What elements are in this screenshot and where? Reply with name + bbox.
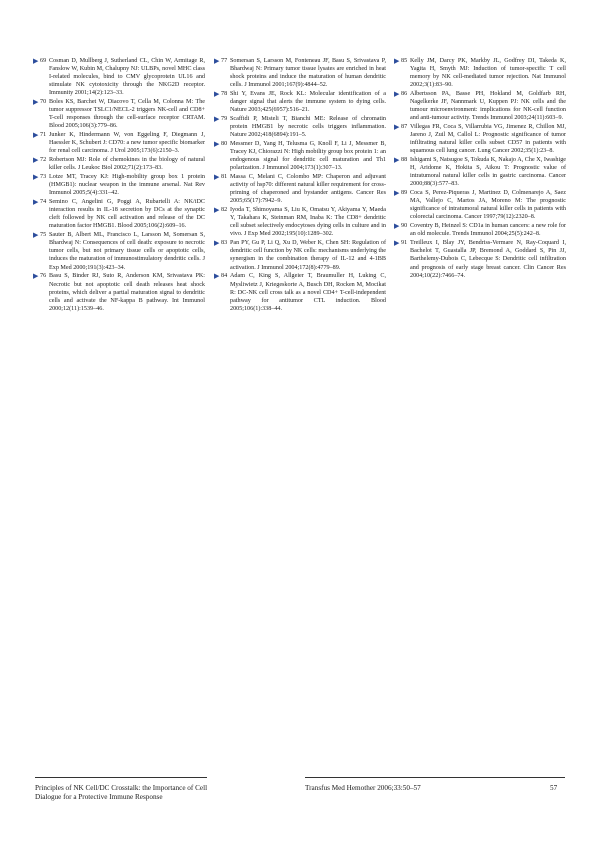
reference-number: 89 bbox=[401, 190, 408, 197]
reference-number: 78 bbox=[221, 91, 228, 98]
reference-entry bbox=[396, 123, 566, 155]
reference-column-1 bbox=[35, 57, 205, 314]
reference-number: 74 bbox=[40, 199, 47, 206]
triangle-right-icon[interactable]: ▶ bbox=[214, 114, 220, 123]
triangle-right-icon[interactable]: ▶ bbox=[394, 89, 400, 98]
reference-entry bbox=[35, 57, 205, 97]
reference-number: 91 bbox=[401, 240, 408, 247]
reference-text: Messmer D, Yang H, Telusma G, Knoll F, Li J, Messmer B, Tracey KJ, Chiorazzi N: High mobility group box protein 1: an endogenous signal for dendritic cell maturation and Th1 polarization. J Immunol 2004;173(1):307–13. bbox=[230, 141, 386, 172]
reference-text: Albertsson PA, Basse PH, Hokland M, Goldfarb RH, Nagelkerke JF, Nannmark U, Kuppen PJ: NK cells and the tumour microenvironment: implications for NK-cell function and anti-tumour activity. Trends Immunol 2003;24(11):603–9. bbox=[410, 91, 566, 122]
triangle-right-icon[interactable]: ▶ bbox=[214, 89, 220, 98]
reference-number: 79 bbox=[221, 116, 228, 123]
triangle-right-icon[interactable]: ▶ bbox=[394, 56, 400, 65]
reference-entry bbox=[216, 272, 386, 312]
reference-entry bbox=[216, 239, 386, 271]
reference-text: Kelly JM, Darcy PK, Markby JL, Godfrey DI, Takeda K, Yagita H, Smyth MJ: Induction of tumor-specific T cell memory by NK cell-mediated tumor rejection. Nat Immunol 2002;3(1):83–90. bbox=[410, 58, 566, 89]
reference-number: 82 bbox=[221, 207, 228, 214]
reference-number: 76 bbox=[40, 273, 47, 280]
reference-text: Scaffidi P, Misteli T, Bianchi ME: Release of chromatin protein HMGB1 by necrotic cells triggers inflammation. Nature 2002;418(6894):191–5. bbox=[230, 116, 386, 139]
triangle-right-icon[interactable]: ▶ bbox=[394, 238, 400, 247]
reference-text: Lotze MT, Tracey KJ: High-mobility group box 1 protein (HMGB1): nuclear weapon in the immune arsenal. Nat Rev Immunol 2005;5(4):331–42. bbox=[49, 174, 205, 197]
triangle-right-icon[interactable]: ▶ bbox=[33, 197, 39, 206]
reference-entry bbox=[216, 140, 386, 172]
journal-citation: Transfus Med Hemother 2006;33:50–57 bbox=[305, 784, 421, 792]
reference-text: Coventry B, Heinzel S: CD1a in human cancers: a new role for an old molecule. Trends Immunol 2004;25(5):242–8. bbox=[410, 223, 566, 238]
reference-entry bbox=[216, 173, 386, 205]
triangle-right-icon[interactable]: ▶ bbox=[33, 155, 39, 164]
triangle-right-icon[interactable]: ▶ bbox=[33, 56, 39, 65]
reference-number: 77 bbox=[221, 58, 228, 64]
reference-entry bbox=[396, 90, 566, 122]
reference-entry bbox=[396, 156, 566, 188]
triangle-right-icon[interactable]: ▶ bbox=[214, 172, 220, 181]
triangle-right-icon[interactable]: ▶ bbox=[214, 56, 220, 65]
reference-number: 70 bbox=[40, 99, 47, 106]
reference-entry bbox=[216, 115, 386, 139]
reference-entry bbox=[35, 272, 205, 312]
page-number: 57 bbox=[550, 784, 558, 792]
footer-rule-right bbox=[305, 777, 565, 778]
reference-text: Somersan S, Larsson M, Fonteneau JF, Basu S, Srivastava P, Bhardwaj N: Primary tumor tissue lysates are enriched in heat shock proteins and induce the maturation of human dendritic cells. J Immunol 2001;167(9):4844–52. bbox=[230, 58, 386, 89]
reference-text: Villegas FR, Coca S, Villarrubia VG, Jimenez R, Chillon MJ, Jareno J, Zuil M, Callol L: Prognostic significance of tumor infiltrating natural killer cells subset CD57 in patients with squamous cell lung cancer. Lung Cancer 2002;35(1):23–8. bbox=[410, 124, 566, 155]
reference-text: Basu S, Binder RJ, Suto R, Anderson KM, Srivastava PK: Necrotic but not apoptotic cell death releases heat shock proteins, which deliver a partial maturation signal to dendritic cells and activate the NF-kappa B pathway. Int Immunol 2000;12(11):1539–46. bbox=[49, 273, 205, 312]
triangle-right-icon[interactable]: ▶ bbox=[394, 188, 400, 197]
reference-entry bbox=[35, 198, 205, 230]
reference-number: 75 bbox=[40, 232, 47, 239]
reference-entry bbox=[396, 239, 566, 279]
reference-number: 81 bbox=[221, 174, 228, 181]
reference-text: Shi Y, Evans JE, Rock KL: Molecular identification of a danger signal that alerts the immune system to dying cells. Nature 2003;425(6957):516–21. bbox=[230, 91, 386, 114]
reference-text: Cosman D, Mullberg J, Sutherland CL, Chin W, Armitage R, Fanslow W, Kubin M, Chalupny NJ: ULBPs, novel MHC class I-related molecules, bind to CMV glycoprotein UL16 and stimulate NK cytotoxicity through the NKG2D receptor. Immunity 2001;14(2):123–33. bbox=[49, 58, 205, 97]
reference-entry bbox=[216, 206, 386, 238]
reference-entry bbox=[35, 156, 205, 172]
triangle-right-icon[interactable]: ▶ bbox=[33, 271, 39, 280]
reference-entry bbox=[35, 98, 205, 130]
reference-column-2 bbox=[216, 57, 386, 314]
triangle-right-icon[interactable]: ▶ bbox=[33, 97, 39, 106]
reference-number: 73 bbox=[40, 174, 47, 181]
triangle-right-icon[interactable]: ▶ bbox=[214, 205, 220, 214]
reference-number: 80 bbox=[221, 141, 228, 148]
reference-number: 86 bbox=[401, 91, 408, 98]
reference-text: Semino C, Angelini G, Poggi A, Rubartelli A: NK/iDC interaction results in IL-18 secretion by DCs at the synaptic cleft followed by NK cell activation and release of the DC maturation factor HMGB1. Blood 2005;106(2):609–16. bbox=[49, 199, 205, 230]
reference-number: 69 bbox=[40, 58, 47, 64]
triangle-right-icon[interactable]: ▶ bbox=[33, 230, 39, 239]
reference-text: Adam C, King S, Allgeier T, Braumuller H, Luking C, Mysliwietz J, Kriegeskorte A, Busch DH, Rocken M, Mocikat R: DC-NK cell cross talk as a novel CD4+ T-cell-independent pathway for antitumor CTL induction. Blood 2005;106(1):338–44. bbox=[230, 273, 386, 312]
triangle-right-icon[interactable]: ▶ bbox=[33, 130, 39, 139]
triangle-right-icon[interactable]: ▶ bbox=[394, 122, 400, 131]
reference-entry bbox=[396, 57, 566, 89]
reference-text: Ishigami S, Natsugoe S, Tokuda K, Nakajo A, Che X, Iwashige H, Aridome K, Hokita S, Aikou T: Prognostic value of intratumoral natural killer cells in gastric carcinoma. Cancer 2000;88(3):577–83. bbox=[410, 157, 566, 188]
triangle-right-icon[interactable]: ▶ bbox=[214, 238, 220, 247]
footer-rule-left bbox=[35, 777, 207, 778]
reference-entry bbox=[35, 231, 205, 271]
triangle-right-icon[interactable]: ▶ bbox=[33, 172, 39, 181]
reference-entry bbox=[216, 90, 386, 114]
reference-entry bbox=[396, 189, 566, 221]
reference-text: Iyoda T, Shimoyama S, Liu K, Omatsu Y, Akiyama Y, Maeda Y, Takahara K, Steinman RM, Inaba K: The CD8+ dendritic cell subset selectively endocytoses dying cells in culture and in vivo. J Exp Med 2002;195(10):1289–302. bbox=[230, 207, 386, 238]
triangle-right-icon[interactable]: ▶ bbox=[394, 221, 400, 230]
running-title: Principles of NK Cell/DC Crosstalk: the Importance of Cell Dialogue for a Protective Immune Response bbox=[35, 784, 208, 802]
reference-entry bbox=[396, 222, 566, 238]
reference-number: 84 bbox=[221, 273, 228, 280]
reference-text: Boles KS, Barchet W, Diacovo T, Cella M, Colonna M: The tumor suppressor TSLC1/NECL-2 triggers NK-cell and CD8+ T-cell responses through the cell-surface receptor CRTAM. Blood 2005;106(3):779–86. bbox=[49, 99, 205, 130]
reference-number: 85 bbox=[401, 58, 408, 64]
reference-text: Treilleux I, Blay JY, Bendriss-Vermare N, Ray-Coquard I, Bachelot T, Guastalla JP, Bremond A, Goddard S, Pin JJ, Barthelemy-Dubois C, Lebecque S: Dendritic cell infiltration and prognosis of early stage breast cancer. Clin Cancer Res 2004;10(22):7466–74. bbox=[410, 240, 566, 279]
reference-entry bbox=[216, 57, 386, 89]
reference-entry bbox=[35, 131, 205, 155]
reference-number: 71 bbox=[40, 132, 47, 139]
reference-text: Sauter B, Albert ML, Francisco L, Larsson M, Somersan S, Bhardwaj N: Consequences of cell death: exposure to necrotic tumor cells, but not primary tissue cells or apoptotic cells, induces the maturation of immunostimulatory dendritic cells. J Exp Med 2000;191(3):423–34. bbox=[49, 232, 205, 271]
reference-text: Coca S, Perez-Piqueras J, Martinez D, Colmenarejo A, Saez MA, Vallejo C, Martos JA, Moreno M: The prognostic significance of intratumoral natural killer cells in patients with colorectal carcinoma. Cancer 1997;79(12):2320–8. bbox=[410, 190, 566, 221]
reference-text: Junker K, Hindermann W, von Eggeling F, Diegmann J, Haessler K, Schubert J: CD70: a new tumor specific biomarker for renal cell carcinoma. J Urol 2005;173(6):2150–3. bbox=[49, 132, 205, 155]
reference-entry bbox=[35, 173, 205, 197]
triangle-right-icon[interactable]: ▶ bbox=[214, 271, 220, 280]
reference-text: Robertson MJ: Role of chemokines in the biology of natural killer cells. J Leukoc Biol 2002;71(2):173–83. bbox=[49, 157, 205, 172]
reference-number: 90 bbox=[401, 223, 408, 230]
reference-number: 83 bbox=[221, 240, 228, 247]
triangle-right-icon[interactable]: ▶ bbox=[394, 155, 400, 164]
reference-text: Pan PY, Gu P, Li Q, Xu D, Weber K, Chen SH: Regulation of dendritic cell function by NK cells: mechanisms underlying the synergism in the combination therapy of IL-12 and 4-1BB activation. J Immunol 2004;172(8):4779–89. bbox=[230, 240, 386, 271]
reference-number: 72 bbox=[40, 157, 47, 164]
triangle-right-icon[interactable]: ▶ bbox=[214, 139, 220, 148]
reference-number: 87 bbox=[401, 124, 408, 131]
reference-column-3 bbox=[396, 57, 566, 281]
reference-number: 88 bbox=[401, 157, 408, 164]
reference-text: Massa C, Melani C, Colombo MP: Chaperon and adjuvant activity of hsp70: different natural killer requirement for cross-priming of chaperoned and bystander antigens. Cancer Res 2005;65(17):7942–9. bbox=[230, 174, 386, 205]
